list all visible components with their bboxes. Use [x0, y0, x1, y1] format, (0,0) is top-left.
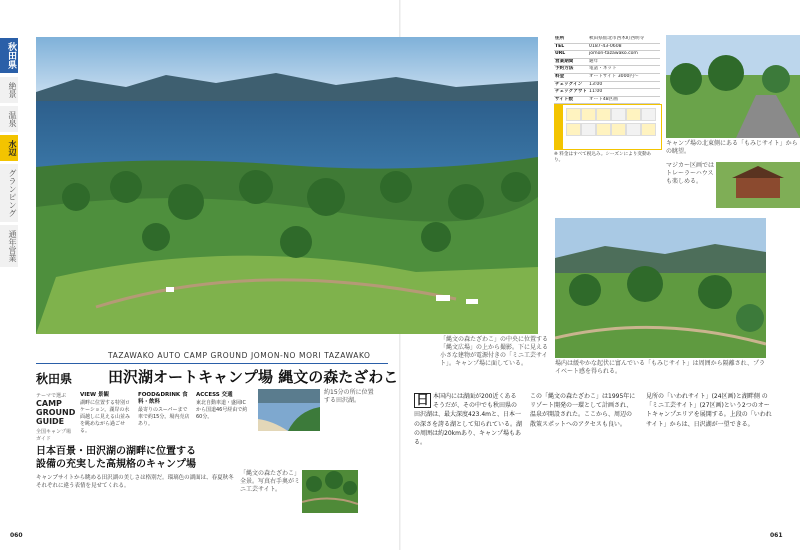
info-access [196, 392, 250, 421]
info-access-heading: ACCESS 交通 [196, 392, 233, 398]
trailer-house-illustration [716, 162, 800, 208]
data-row-key: TEL [554, 43, 588, 51]
data-row-key: サイト数 [554, 96, 588, 104]
camp-guide-logo [36, 392, 76, 442]
data-row-value: 通年 [588, 58, 660, 66]
camp-title: 田沢湖オートキャンプ場 縄文の森たざわこ [108, 368, 399, 386]
aerial-lake-photo [258, 389, 320, 431]
body-column-c: 見所の「いわれサイト」(24区画)と湖畔側 の「ミニ工芸サイト」(27区画)という2つのオートキャンプエリアを展開する。上段の「いわれサイト」からは、日沢湖が一望できる。 [646, 393, 772, 428]
campsite-overview-illustration [302, 470, 358, 513]
facility-icon [581, 108, 596, 121]
lead-line-1: 設備の充実した高規格のキャンプ場 [36, 459, 196, 470]
price-notes: ※ 料金はすべて税込み。シーズンにより変動あり。 [554, 152, 652, 164]
camp-data-table [554, 36, 660, 104]
data-row-value: 電話・ネット [588, 66, 660, 74]
data-row [554, 36, 660, 43]
info-view-text: 湖畔に位置する特別ロケーション。湖岸の水面越しに見える山並みを眺めながら過ごせる。 [80, 400, 131, 434]
data-row-value: オートサイト 3000円〜 [588, 73, 660, 81]
facility-icon [641, 123, 656, 136]
body-column-a [414, 392, 522, 447]
guide-line-1: GROUND [36, 408, 76, 417]
category-tab-2[interactable]: 水辺 [0, 135, 18, 161]
prefecture-tab[interactable]: 秋田県 [0, 38, 18, 73]
lead-line-0: 日本百景・田沢湖の湖畔に位置する [36, 446, 196, 457]
data-row [554, 89, 660, 97]
guide-sub2: 全国キャンプ場ガイド [36, 429, 72, 442]
category-tab-0[interactable]: 絶景 [0, 77, 18, 103]
data-row-value: 11:00 [588, 89, 660, 97]
page-number-left: 060 [10, 532, 23, 539]
data-row-value: jomon-tazawako.com [588, 51, 660, 59]
facility-icon [626, 123, 641, 136]
guide-line-0: CAMP [36, 399, 62, 408]
data-row-key: 予約方法 [554, 66, 588, 74]
data-row [554, 81, 660, 89]
page-number-right: 061 [770, 532, 783, 539]
facility-icon [581, 123, 596, 136]
facility-icon [611, 108, 626, 121]
info-food [138, 392, 192, 428]
data-row [554, 73, 660, 81]
facility-box [554, 104, 662, 150]
facility-badge [555, 105, 563, 149]
lake-shore-illustration [258, 389, 320, 431]
map-caption: 約15分の所に位置する田沢湖。 [324, 389, 374, 404]
momiji-site-illustration [666, 35, 800, 138]
data-row-value: 0187-43-0608 [588, 43, 660, 51]
info-view [80, 392, 134, 435]
data-row-key: 営業期間 [554, 58, 588, 66]
lead-headline [36, 445, 196, 471]
lead-body: キャンプサイトから眺める田沢湖の美しさは格別だ。瑠璃色の湖面は、春夏秋冬それぞれに違う表情を見せてくれる。 [36, 475, 234, 489]
data-row-key: URL [554, 51, 588, 59]
guide-sub: テーマで選ぶ [36, 393, 67, 399]
data-row [554, 96, 660, 104]
slope-caption: 場内は緩やかな起伏に富んでいる「もみじサイト」は周囲から隔離され、プライベート感を得られる。 [555, 360, 765, 375]
facility-icon [566, 108, 581, 121]
category-tab-3[interactable]: グランピング [0, 164, 18, 222]
facility-icon-grid [566, 108, 654, 136]
facility-icon [596, 123, 611, 136]
lake-landscape-illustration [36, 37, 538, 334]
facility-icon [596, 108, 611, 121]
dropcap: 日 [416, 393, 430, 408]
guide-line-2: GUIDE [36, 417, 65, 426]
info-food-heading: FOOD&DRINK 食料・飲料 [138, 392, 188, 405]
english-title: TAZAWAKO AUTO CAMP GROUND JOMON-NO MORI TAZAWAKO [108, 351, 371, 360]
body-text-a: 本国内には湖面が200近くあるそうだが、その中でも秋田県の田沢湖は、最大深度423.4mと、日本一の深さを誇る湖として知られている。湖の周囲は約20kmあり、キャンプ場もある。 [414, 393, 523, 447]
facility-icon [566, 123, 581, 136]
data-row-value: 13:00 [588, 81, 660, 89]
data-row [554, 66, 660, 74]
body-column-b: この「縄文の森たざわこ」は1995年にリゾート開発の一環として計画され、温泉が開設された。ここから、周辺の散策スポットへのアクセスも良い。 [530, 393, 636, 428]
campsite-slope-photo [555, 218, 766, 358]
facility-icon [641, 108, 656, 121]
campsite-overview-photo [302, 470, 358, 513]
info-view-heading: VIEW 景観 [80, 392, 110, 398]
data-row-key: 料金 [554, 73, 588, 81]
data-row [554, 43, 660, 51]
trailer-house-photo [716, 162, 800, 208]
data-row [554, 51, 660, 59]
data-row-key: チェックイン [554, 81, 588, 89]
side-tabs [0, 38, 22, 270]
campsite-slope-illustration [555, 218, 766, 358]
facility-icon [626, 108, 641, 121]
category-tab-4[interactable]: 通年営業 [0, 225, 18, 267]
data-row-key: チェックアウト [554, 89, 588, 97]
prefecture-label: 秋田県 [36, 372, 73, 386]
momiji-site-photo [666, 35, 800, 138]
trailer-caption: マジカー区画ではトレーラーハウスも楽しめる。 [666, 162, 715, 185]
momiji-caption: キャンプ場の北東側にある「もみじサイト」からの眺望。 [666, 140, 798, 155]
data-row-key: 住所 [554, 36, 588, 43]
data-row-value: 秋田県仙北市西木町西明寺 [588, 36, 660, 43]
data-row-value: オート48区画 [588, 96, 660, 104]
hero-caption: 「縄文の森たざわこ」の中央に位置する「縄文広場」の上から撮影。下に見える小さな建物が電源付きの「ミニ工芸サイト」。キャンプ場に面している。 [440, 336, 549, 367]
overview-caption: 「縄文の森たざわこ」全景。写真右手奥がミニ工芸サイト。 [240, 470, 301, 493]
info-food-text: 最寄りのスーパーまで車で約15分。場内売店あり。 [138, 407, 190, 427]
info-access-text: 東北自動車道・盛岡ICから国道46号経由で約60分。 [196, 400, 248, 420]
data-row [554, 58, 660, 66]
title-rule [36, 363, 388, 364]
facility-icon [611, 123, 626, 136]
category-tab-1[interactable]: 温泉 [0, 106, 18, 132]
hero-photo [36, 37, 538, 334]
